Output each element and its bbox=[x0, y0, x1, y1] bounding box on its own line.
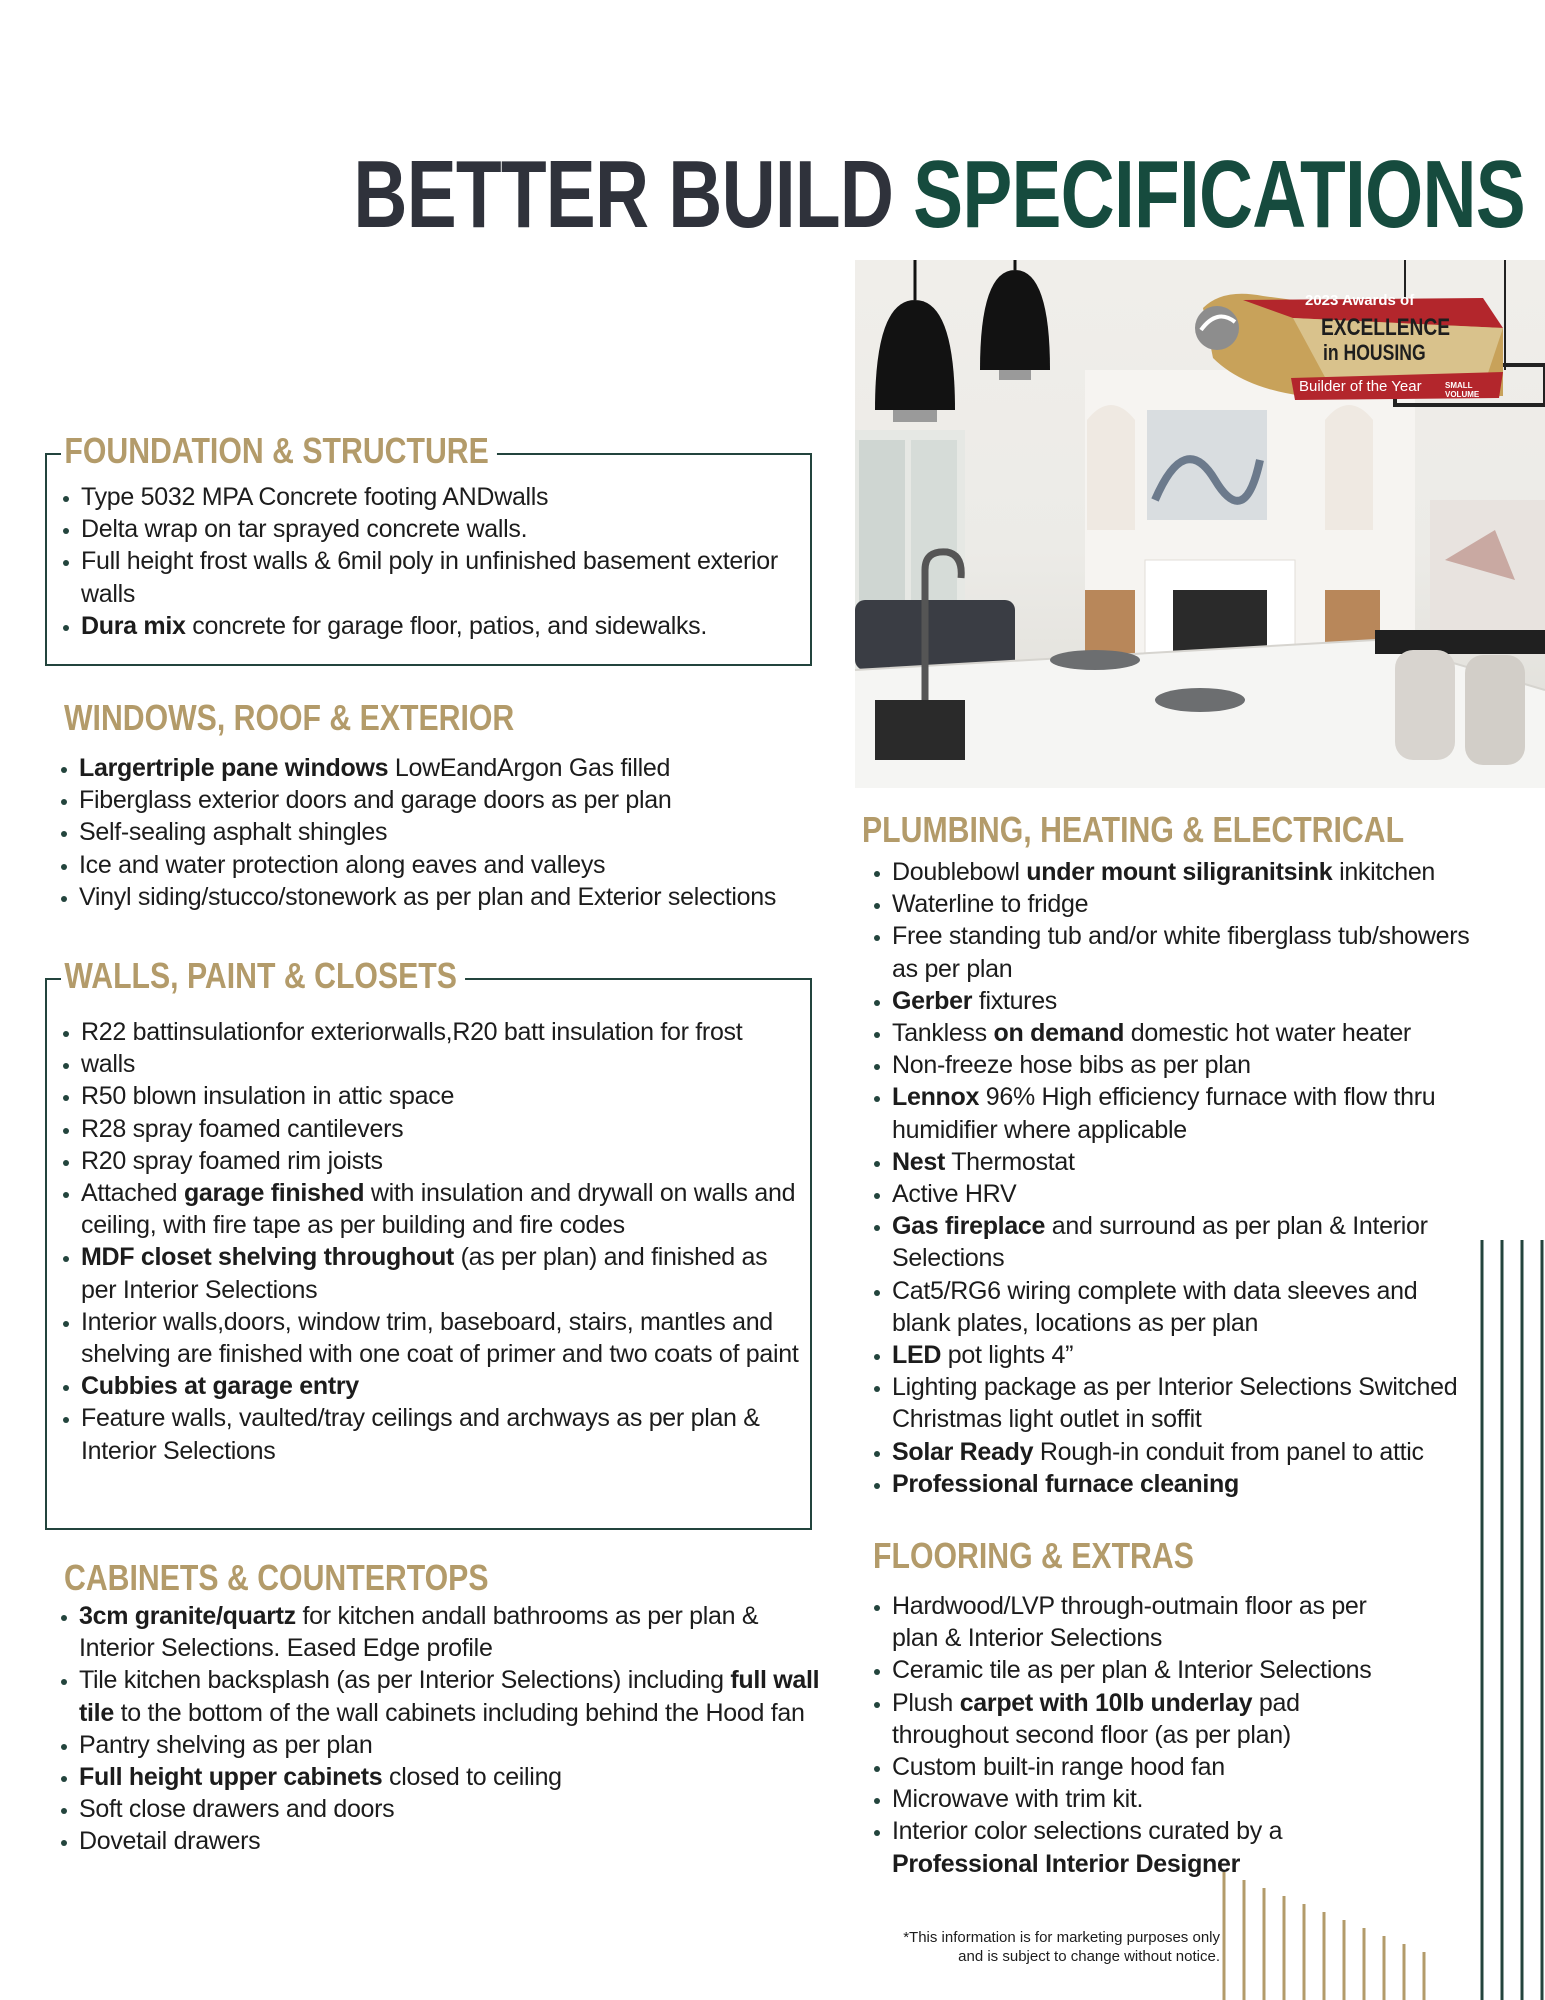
text: 96% High efficiency furnace with flow thru humidifier where applicable bbox=[892, 1083, 1436, 1144]
list-item bbox=[47, 1145, 807, 1177]
text: Microwave with trim kit. bbox=[892, 1785, 1144, 1814]
text: Soft close drawers and doors bbox=[79, 1795, 395, 1824]
section-plumbing bbox=[862, 808, 1502, 1500]
list-item bbox=[45, 1600, 834, 1664]
section-foundation bbox=[45, 430, 812, 666]
badge-line-5: SMALL VOLUME bbox=[1445, 381, 1480, 399]
bold-text: Cubbies at garage entry bbox=[81, 1372, 359, 1401]
section-title-flooring: FLOORING & EXTRAS bbox=[873, 1535, 1194, 1576]
list-item bbox=[858, 888, 1478, 920]
list-item bbox=[858, 1178, 1478, 1210]
list-item bbox=[45, 1729, 834, 1761]
text: Rough-in conduit from panel to attic bbox=[1033, 1437, 1424, 1466]
badge-line-1: 2023 Awards of bbox=[1305, 292, 1415, 309]
text: Type 5032 MPA Concrete footing ANDwalls bbox=[81, 483, 549, 511]
list-item bbox=[858, 1339, 1478, 1371]
text: Tile kitchen backsplash (as per Interior Selections) including bbox=[79, 1666, 731, 1695]
list-item bbox=[858, 1687, 1418, 1751]
list-item bbox=[858, 1751, 1418, 1783]
text: Free standing tub and/or white fiberglass tub/showers as per plan bbox=[892, 922, 1470, 983]
text: Plush bbox=[892, 1688, 960, 1717]
list-item bbox=[47, 1016, 807, 1048]
bold-text: under mount siligranitsink bbox=[1026, 858, 1333, 886]
bold-text: MDF closet shelving throughout bbox=[81, 1243, 454, 1272]
footnote-line-1: *This information is for marketing purposes only bbox=[903, 1929, 1220, 1946]
list-item bbox=[858, 985, 1478, 1017]
decorative-lines-bottom bbox=[1210, 1860, 1545, 2000]
badge-line-2: EXCELLENCE bbox=[1321, 314, 1451, 341]
list-item bbox=[45, 1793, 834, 1825]
text: (as per plan) and finished as per Interior Selections bbox=[81, 1243, 768, 1304]
bold-text: Largertriple pane windows bbox=[79, 754, 389, 782]
list-item bbox=[47, 481, 807, 513]
text: domestic hot water heater bbox=[1124, 1019, 1411, 1048]
list-item bbox=[47, 610, 807, 642]
list-item bbox=[45, 849, 834, 881]
text: Hardwood/LVP through-outmain floor as per plan & Interior Selections bbox=[892, 1592, 1367, 1653]
text: Active HRV bbox=[892, 1180, 1017, 1209]
list-item bbox=[45, 1664, 834, 1728]
list-item bbox=[47, 1370, 807, 1402]
text: Lighting package as per Interior Selections Switched Christmas light outlet in soffit bbox=[892, 1373, 1458, 1434]
award-badge bbox=[1183, 288, 1505, 414]
text: Delta wrap on tar sprayed concrete walls. bbox=[81, 515, 528, 544]
kitchen-photo bbox=[855, 260, 1545, 788]
list-item bbox=[858, 1654, 1418, 1686]
text: Ceramic tile as per plan & Interior Selections bbox=[892, 1656, 1372, 1685]
bold-text: Gerber bbox=[892, 986, 973, 1015]
text: pot lights 4” bbox=[941, 1341, 1074, 1370]
section-title-foundation: FOUNDATION & STRUCTURE bbox=[61, 429, 497, 473]
bold-text: Full height upper cabinets bbox=[79, 1763, 383, 1792]
title-part-2: SPECIFICATIONS bbox=[913, 141, 1525, 248]
list-item bbox=[858, 1436, 1478, 1468]
list-item bbox=[45, 752, 834, 784]
list-item bbox=[858, 1017, 1478, 1049]
title-part-1: BETTER BUILD bbox=[353, 141, 894, 248]
text: Attached bbox=[81, 1179, 184, 1208]
disclaimer-footnote bbox=[860, 1928, 1220, 1966]
bold-text: Professional furnace cleaning bbox=[892, 1469, 1239, 1498]
list-flooring bbox=[858, 1590, 1418, 1880]
list-item bbox=[45, 816, 834, 848]
list-item bbox=[858, 1210, 1478, 1274]
footnote-line-2: and is subject to change without notice. bbox=[958, 1948, 1220, 1965]
badge-line-4: Builder of the Year bbox=[1299, 378, 1422, 395]
section-title-walls: WALLS, PAINT & CLOSETS bbox=[61, 954, 465, 998]
text: Interior walls,doors, window trim, baseboard, stairs, mantles and shelving are finished with one coat of primer and two coats of paint bbox=[81, 1307, 799, 1369]
list-windows bbox=[45, 752, 834, 913]
text: Custom built-in range hood fan bbox=[892, 1753, 1225, 1782]
section-title-cabinets: CABINETS & COUNTERTOPS bbox=[64, 1557, 489, 1598]
list-item bbox=[858, 920, 1478, 984]
text: Fiberglass exterior doors and garage doors as per plan bbox=[79, 786, 672, 815]
bold-text: Solar Ready bbox=[892, 1437, 1034, 1466]
text: Waterline to fridge bbox=[892, 890, 1089, 919]
text: Doublebowl bbox=[892, 858, 1027, 886]
list-item bbox=[45, 881, 834, 913]
text: LowEandArgon Gas filled bbox=[388, 754, 671, 782]
list-foundation bbox=[47, 481, 807, 642]
list-item bbox=[858, 1275, 1478, 1339]
list-item bbox=[858, 1049, 1478, 1081]
text: R22 battinsulationfor exteriorwalls,R20 batt insulation for frost bbox=[81, 1018, 743, 1046]
list-item bbox=[45, 784, 834, 816]
bold-text: Gas fireplace bbox=[892, 1212, 1046, 1241]
text: with insulation and drywall on walls and ceiling, with fire tape as per building and fire codes bbox=[81, 1179, 796, 1240]
bold-text: Dura mix bbox=[81, 611, 186, 640]
list-walls bbox=[47, 1016, 807, 1467]
section-windows bbox=[64, 696, 834, 913]
text: for kitchen andall bathrooms as per plan & Interior Selections. Eased Edge profile bbox=[79, 1602, 759, 1663]
text: walls bbox=[81, 1050, 136, 1079]
list-item bbox=[858, 1371, 1478, 1435]
text: Dovetail drawers bbox=[79, 1827, 261, 1856]
section-cabinets bbox=[64, 1556, 834, 1858]
list-item bbox=[47, 1306, 807, 1370]
section-flooring bbox=[873, 1534, 1483, 1880]
bold-text: Nest bbox=[892, 1147, 945, 1176]
text: Ice and water protection along eaves and valleys bbox=[79, 850, 606, 879]
bold-text: 3cm granite/quartz bbox=[79, 1602, 296, 1630]
list-item bbox=[45, 1761, 834, 1793]
section-title-windows: WINDOWS, ROOF & EXTERIOR bbox=[64, 697, 515, 738]
section-walls bbox=[45, 955, 812, 1530]
text: Full height frost walls & 6mil poly in unfinished basement exterior walls bbox=[81, 547, 778, 608]
bold-text: garage finished bbox=[183, 1179, 365, 1208]
list-item bbox=[858, 1468, 1478, 1500]
list-item bbox=[47, 1402, 807, 1466]
text: R20 spray foamed rim joists bbox=[81, 1146, 383, 1175]
list-item bbox=[47, 545, 807, 609]
text: Thermostat bbox=[945, 1147, 1075, 1176]
text: fixtures bbox=[972, 986, 1058, 1015]
text: and surround as per plan & Interior Selections bbox=[892, 1212, 1428, 1273]
bold-text: Lennox bbox=[892, 1083, 980, 1112]
text: Interior color selections curated by a bbox=[892, 1817, 1283, 1846]
text: to the bottom of the wall cabinets including behind the Hood fan bbox=[113, 1698, 805, 1727]
text: Cat5/RG6 wiring complete with data sleeves and blank plates, locations as per plan bbox=[892, 1276, 1418, 1337]
list-item bbox=[47, 1113, 807, 1145]
bold-text: on demand bbox=[993, 1019, 1125, 1048]
text: closed to ceiling bbox=[382, 1763, 562, 1792]
bold-text: Professional Interior Designer bbox=[892, 1849, 1241, 1878]
text: Feature walls, vaulted/tray ceilings and archways as per plan & Interior Selections bbox=[81, 1404, 760, 1465]
bold-text: LED bbox=[892, 1341, 942, 1370]
text: pad throughout second floor (as per plan) bbox=[892, 1688, 1300, 1749]
page-title bbox=[354, 140, 1525, 250]
text: R28 spray foamed cantilevers bbox=[81, 1114, 404, 1143]
list-item bbox=[858, 1081, 1478, 1145]
text: Self-sealing asphalt shingles bbox=[79, 818, 388, 847]
text: Non-freeze hose bibs as per plan bbox=[892, 1051, 1251, 1080]
list-cabinets bbox=[45, 1600, 834, 1858]
list-plumbing bbox=[858, 856, 1478, 1500]
badge-line-3: in HOUSING bbox=[1323, 340, 1426, 365]
list-item bbox=[45, 1825, 834, 1857]
list-item bbox=[47, 1080, 807, 1112]
list-item bbox=[47, 513, 807, 545]
list-item bbox=[47, 1177, 807, 1241]
text: inkitchen bbox=[1332, 858, 1436, 886]
list-item bbox=[47, 1048, 807, 1080]
text: R50 blown insulation in attic space bbox=[81, 1082, 455, 1111]
list-item bbox=[47, 1241, 807, 1305]
section-title-plumbing: PLUMBING, HEATING & ELECTRICAL bbox=[862, 809, 1405, 850]
list-item bbox=[858, 1146, 1478, 1178]
list-item bbox=[858, 856, 1478, 888]
text: Tankless bbox=[892, 1019, 994, 1048]
bold-text: full wall tile bbox=[79, 1666, 820, 1727]
text: Vinyl siding/stucco/stonework as per plan and Exterior selections bbox=[79, 882, 777, 911]
list-item bbox=[858, 1783, 1418, 1815]
bold-text: carpet with 10lb underlay bbox=[959, 1688, 1253, 1717]
list-item bbox=[858, 1590, 1418, 1654]
text: concrete for garage floor, patios, and sidewalks. bbox=[185, 611, 708, 640]
text: Pantry shelving as per plan bbox=[79, 1730, 373, 1759]
